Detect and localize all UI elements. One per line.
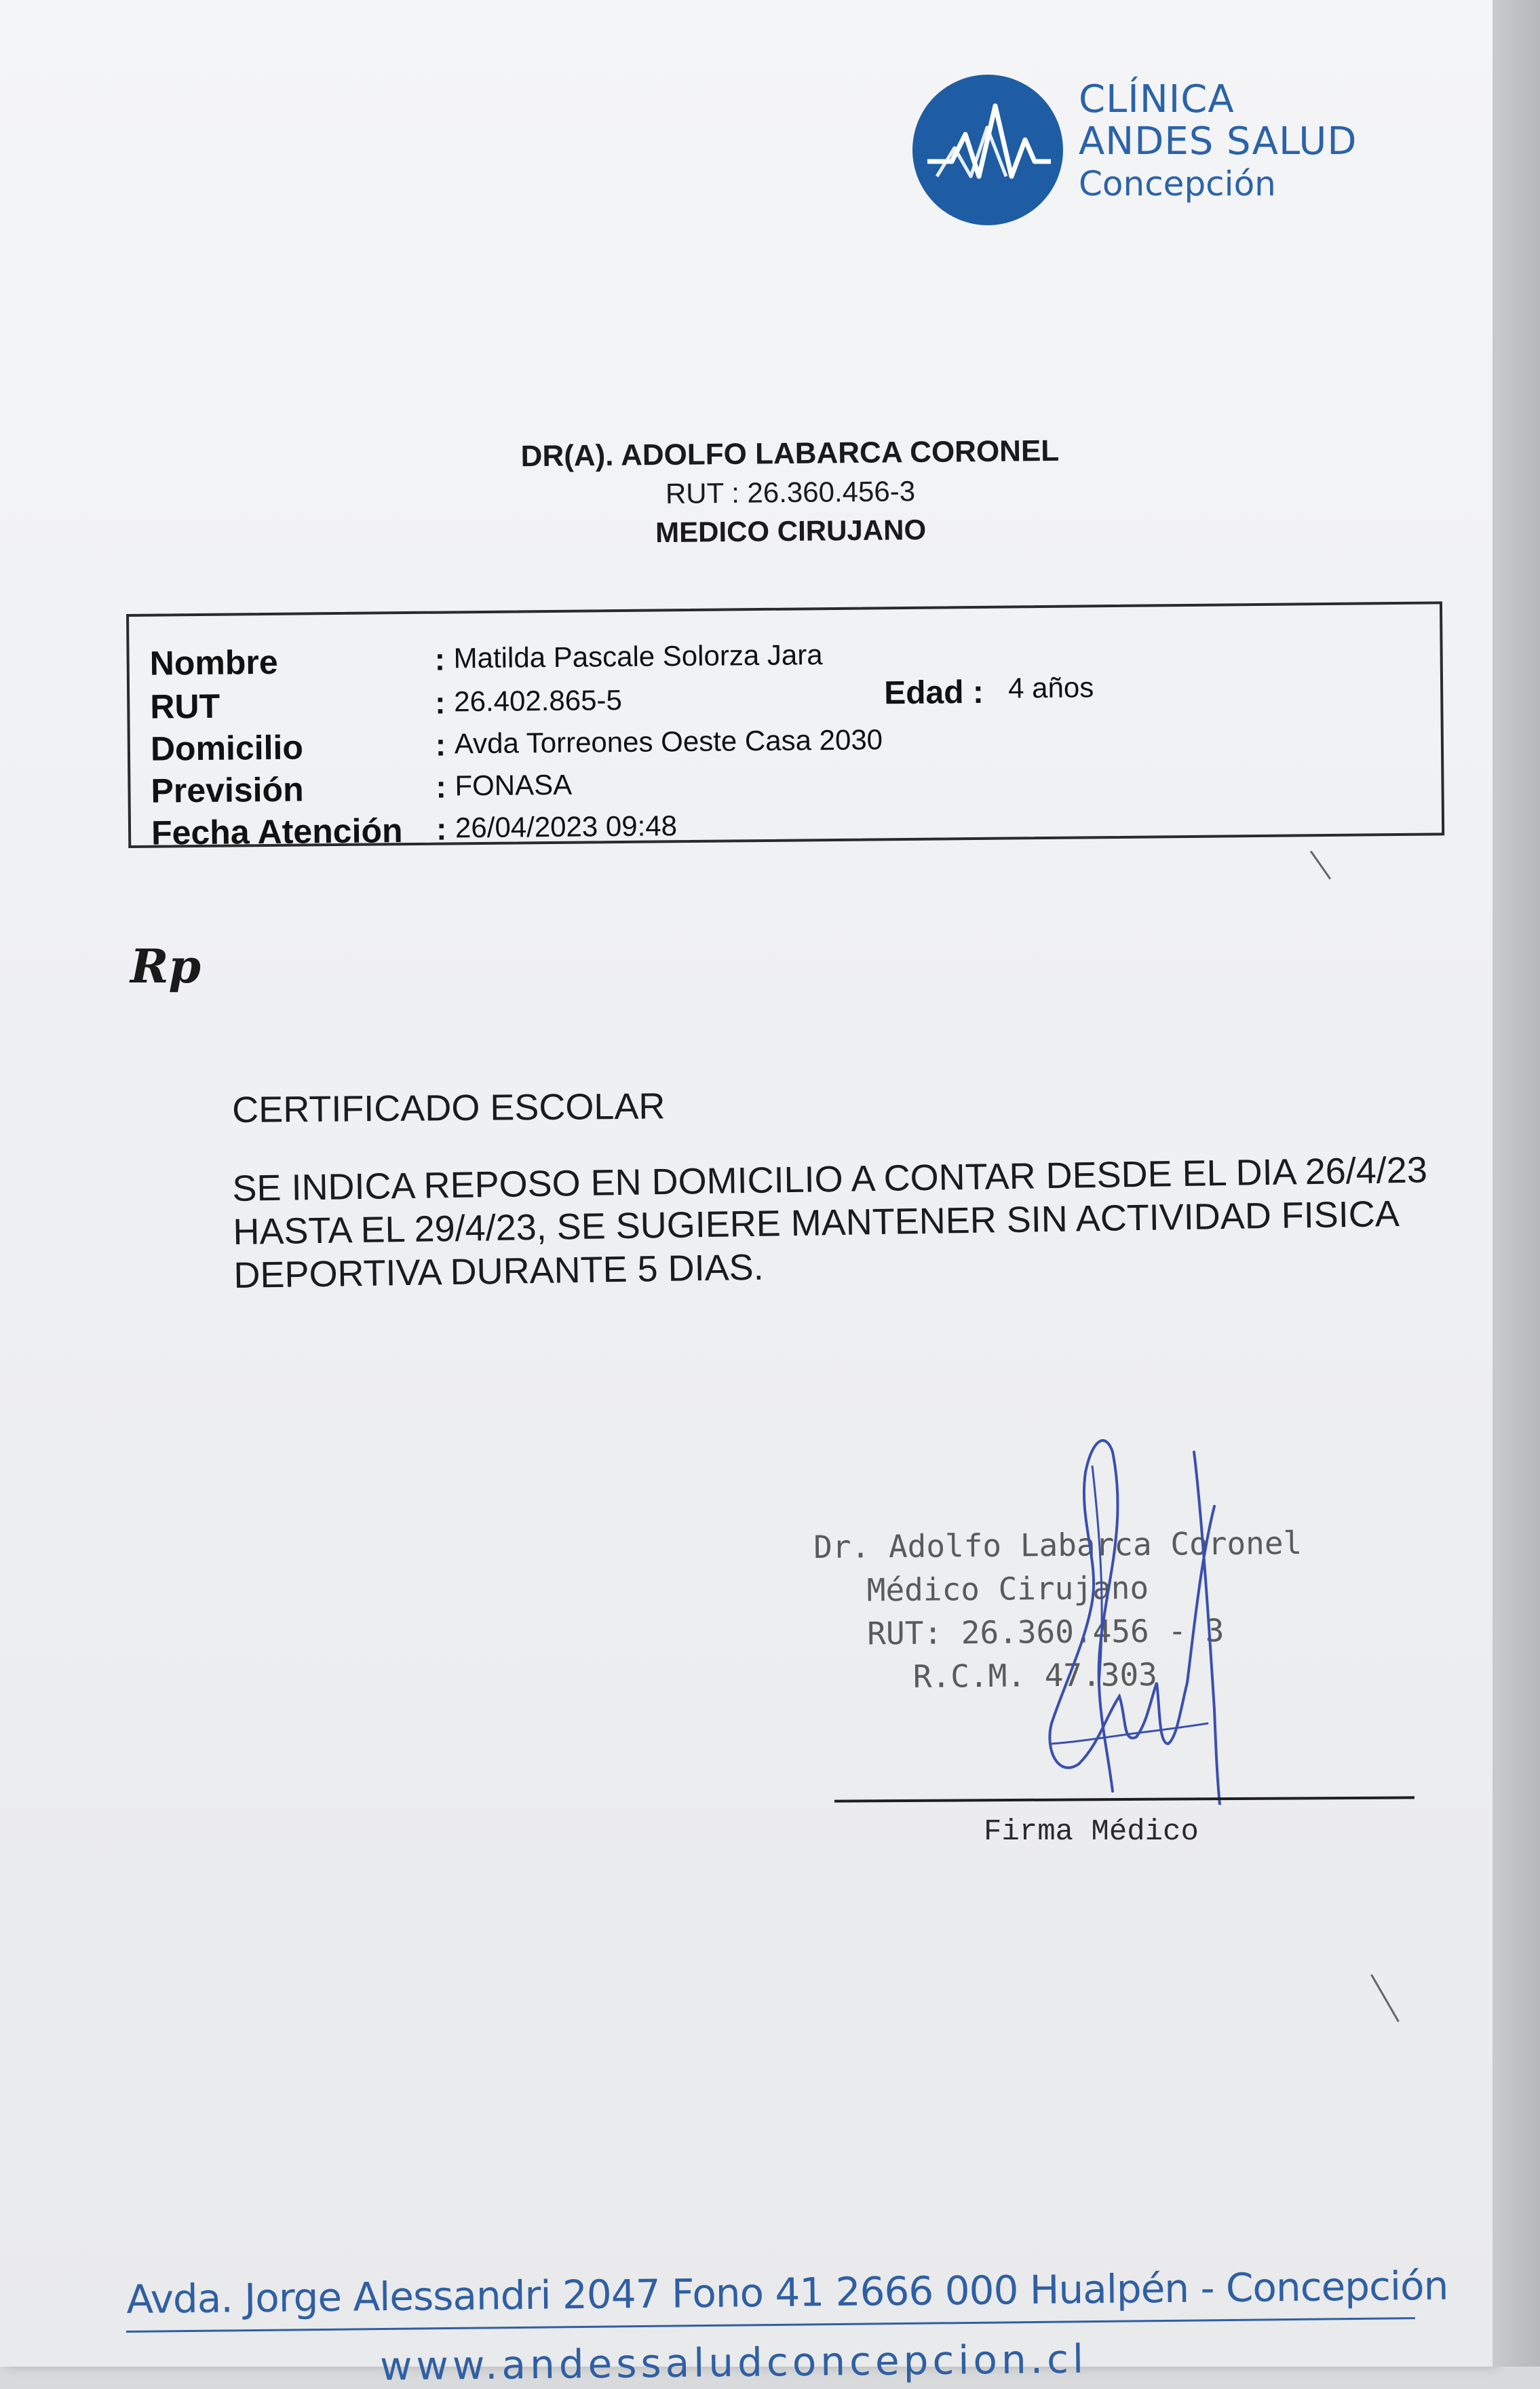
clinic-logo-line1: CLÍNICA <box>1079 77 1235 121</box>
clinic-logo-city: Concepción <box>1079 164 1276 204</box>
signature-label: Firma Médico <box>984 1815 1199 1849</box>
colon: : <box>436 769 447 805</box>
patient-age-value: 4 años <box>1007 671 1094 704</box>
doctor-name: DR(A). ADOLFO LABARCA CORONEL <box>520 434 1060 474</box>
patient-age-label: Edad : <box>883 674 984 712</box>
patient-rut-label: RUT <box>150 687 220 726</box>
patient-name-label: Nombre <box>149 643 278 683</box>
footer-address: Avda. Jorge Alessandri 2047 Fono 41 2666 000 Hualpén - Concepción <box>126 2262 1448 2323</box>
patient-info-box <box>126 601 1444 852</box>
clinic-logo-line2: ANDES SALUD <box>1079 119 1358 164</box>
certificate-line: SE INDICA REPOSO EN DOMICILIO A CONTAR DESDE EL DIA 26/4/23 <box>232 1149 1428 1209</box>
paper-mark <box>1310 851 1331 880</box>
patient-name-row <box>149 638 823 687</box>
doctor-rut: RUT : 26.360.456-3 <box>665 475 916 510</box>
stamp-doctor-name: Dr. Adolfo Labarca Coronel <box>813 1524 1303 1566</box>
footer-website: www.andessaludconcepcion.cl <box>379 2335 1088 2389</box>
colon: : <box>436 811 447 847</box>
handwritten-signature <box>990 1425 1248 1805</box>
background-edge <box>1493 0 1540 2367</box>
patient-insurance-label: Previsión <box>151 770 304 810</box>
patient-address-value: Avda Torreones Oeste Casa 2030 <box>454 723 883 760</box>
colon: : <box>435 727 446 763</box>
patient-name-value: Matilda Pascale Solorza Jara <box>453 638 823 674</box>
patient-rut-row <box>150 671 1094 731</box>
certificate-line: HASTA EL 29/4/23, SE SUGIERE MANTENER SIN ACTIVIDAD FISICA <box>233 1193 1400 1253</box>
clinic-logo-icon <box>912 75 1063 225</box>
paper-mark <box>1370 1974 1400 2023</box>
patient-date-row <box>151 809 678 857</box>
colon: : <box>435 685 446 721</box>
patient-insurance-value: FONASA <box>455 768 573 802</box>
doctor-header <box>0 426 1540 559</box>
patient-date-value: 26/04/2023 09:48 <box>455 809 678 844</box>
patient-rut-value: 26.402.865-5 <box>454 683 623 718</box>
stamp-doctor-rut: RUT: 26.360.456 - 3 <box>867 1611 1225 1652</box>
patient-date-label: Fecha Atención <box>151 811 403 852</box>
rp-symbol: Rp <box>130 940 201 994</box>
stamp-doctor-rcm: R.C.M. 47.303 <box>912 1656 1158 1695</box>
clinic-logo <box>912 75 1374 231</box>
doctor-title: MEDICO CIRUJANO <box>655 513 927 549</box>
patient-address-label: Domicilio <box>150 728 304 768</box>
certificate-line: DEPORTIVA DURANTE 5 DIAS. <box>233 1246 765 1296</box>
clinic-logo-text <box>1079 79 1357 205</box>
colon: : <box>434 641 446 677</box>
stamp-doctor-title: Médico Cirujano <box>866 1569 1149 1609</box>
certificate-title: CERTIFICADO ESCOLAR <box>232 1086 666 1130</box>
certificate-body <box>232 1149 1428 1297</box>
